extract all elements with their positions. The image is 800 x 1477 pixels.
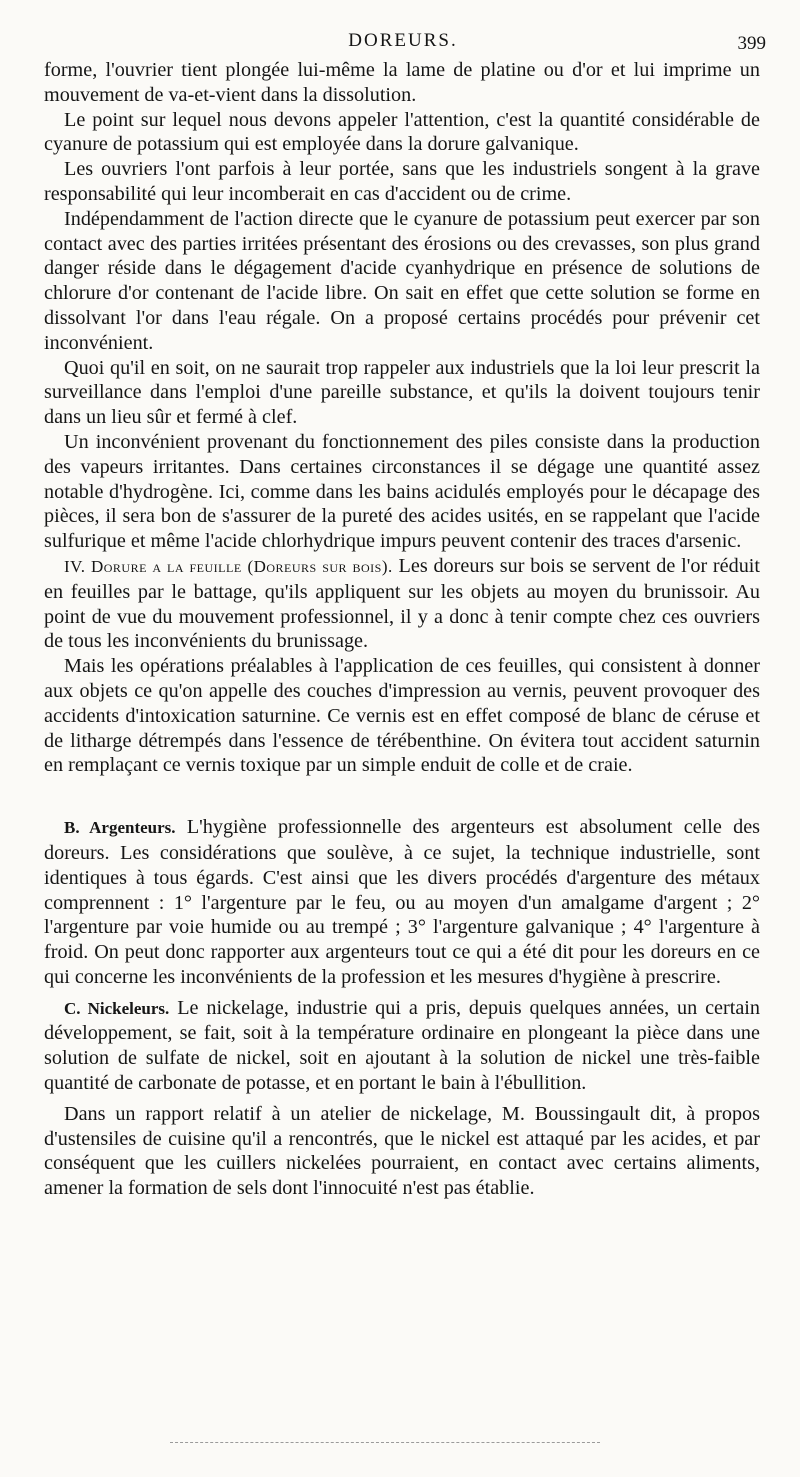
paragraph-ouvriers-portee: Les ouvriers l'ont parfois à leur portée, sans que les industriels songent à la grave responsabilité qui leur incomberait en cas d'accident ou de crime. bbox=[44, 158, 760, 205]
paragraph-vernis-saturnin: Mais les opérations préalables à l'application de ces feuilles, qui consistent à donner aux objets ce qu'on appelle des couches d'impression au vernis, peuvent provoquer des accidents d'intoxication saturnine. Ce vernis est en effet composé de blanc de céruse et de litharge détrempés dans l'essence de térébenthine. On évitera tout accident saturnin en remplaçant ce vernis toxique par un simple enduit de colle et de craie. bbox=[44, 655, 760, 777]
paragraph-loi-surveillance: Quoi qu'il en soit, on ne saurait trop rappeler aux industriels que la loi leur prescrit la surveillance dans l'emploi d'une pareille substance, et qu'ils la doivent toujours tenir dans un lieu sûr et fermé à clef. bbox=[44, 356, 760, 429]
footer-divider bbox=[170, 1442, 600, 1443]
section-nickeleurs bbox=[44, 996, 760, 1096]
paragraph-piles-vapeurs: Un inconvénient provenant du fonctionnement des piles consiste dans la production des vapeurs irritantes. Dans certaines circonstances il se dégage une quantité assez notable d'hydrogène. Ici, comme dans les bains acidulés employés pour le décapage des pièces, il sera bon de s'assurer de la pureté des acides usités, en se rappelant que l'acide sulfurique et même l'acide chlorhydrique impurs peuvent contenir des traces d'arsenic. bbox=[44, 430, 760, 553]
paragraph-continuation: forme, l'ouvrier tient plongée lui-même la lame de platine ou d'or et lui imprime un mouvement de va-et-vient dans la dissolution. bbox=[44, 59, 760, 106]
paragraph-cyanure-quantity: Le point sur lequel nous devons appeler l'attention, c'est la quantité considérable de cyanure de potassium qui est employée dans la dorure galvanique. bbox=[44, 108, 760, 156]
section-text-dorure-feuille: Les doreurs sur bois se servent de l'or réduit en feuilles par le battage, qu'ils appliquent sur les objets au moyen du brunissoir. Au point de vue du mouvement professionnel, il y a donc à tenir compte chez ces ouvriers de tous les inconvénients du brunissage. bbox=[44, 554, 761, 653]
section-text-nickeleurs: Le nickelage, industrie qui a pris, depuis quelques années, un certain développement, se fait, soit à la température ordinaire en plongeant la pièce dans une solution de sulfate de nickel, soit en ajoutant à la solution de nickel une très-faible quantité de carbonate de potasse, et en portant le bain à l'ébullition. bbox=[44, 996, 760, 1095]
section-heading-doreurs-bois: (Doreurs sur bois). bbox=[247, 556, 393, 576]
page-number: 399 bbox=[737, 33, 766, 54]
section-heading-argenteurs: B. Argenteurs. bbox=[64, 818, 176, 838]
running-head: DOREURS. bbox=[348, 30, 458, 51]
section-dorure-feuille bbox=[44, 554, 760, 654]
section-heading-nickeleurs: C. Nickeleurs. bbox=[64, 998, 170, 1018]
paragraph-boussingault: Dans un rapport relatif à un atelier de nickelage, M. Boussingault dit, à propos d'ustensiles de cuisine qu'il a rencontrés, que le nickel est attaqué par les acides, et par conséquent que les cuillers nickelées pourraient, en contact avec certains aliments, amener la formation de sels dont l'innocuité n'est pas établie. bbox=[44, 1102, 760, 1200]
section-heading-dorure-feuille: IV. Dorure a la feuille bbox=[64, 556, 242, 576]
section-text-argenteurs: L'hygiène professionnelle des argenteurs est absolument celle des doreurs. Les considérations que soulève, à ce sujet, la technique industrielle, sont identiques à tous égards. C'est ainsi que les divers procédés d'argenture des métaux comprennent : 1° l'argenture par le feu, ou au moyen d'un amalgame d'argent ; 2° l'argenture par voie humide ou au trempé ; 3° l'argenture galvanique ; 4° l'argenture à froid. On peut donc rapporter aux argenteurs tout ce qui a été dit pour les doreurs en ce qui concerne les inconvénients de la profession et les mesures d'hygiène à prescrire. bbox=[44, 816, 761, 988]
paragraph-cyanure-danger: Indépendamment de l'action directe que le cyanure de potassium peut exercer par son contact avec des parties irritées présentant des érosions ou des crevasses, son plus grand danger réside dans le dégagement d'acide cyanhydrique en présence de solutions de chlorure d'or contenant de l'acide libre. On sait en effet que cette solution se forme en dissolvant l'or dans l'eau régale. On a proposé certains procédés pour prévenir cet inconvénient. bbox=[44, 207, 760, 354]
page-header bbox=[40, 30, 766, 56]
page-body bbox=[44, 58, 760, 1201]
section-argenteurs bbox=[44, 815, 760, 990]
